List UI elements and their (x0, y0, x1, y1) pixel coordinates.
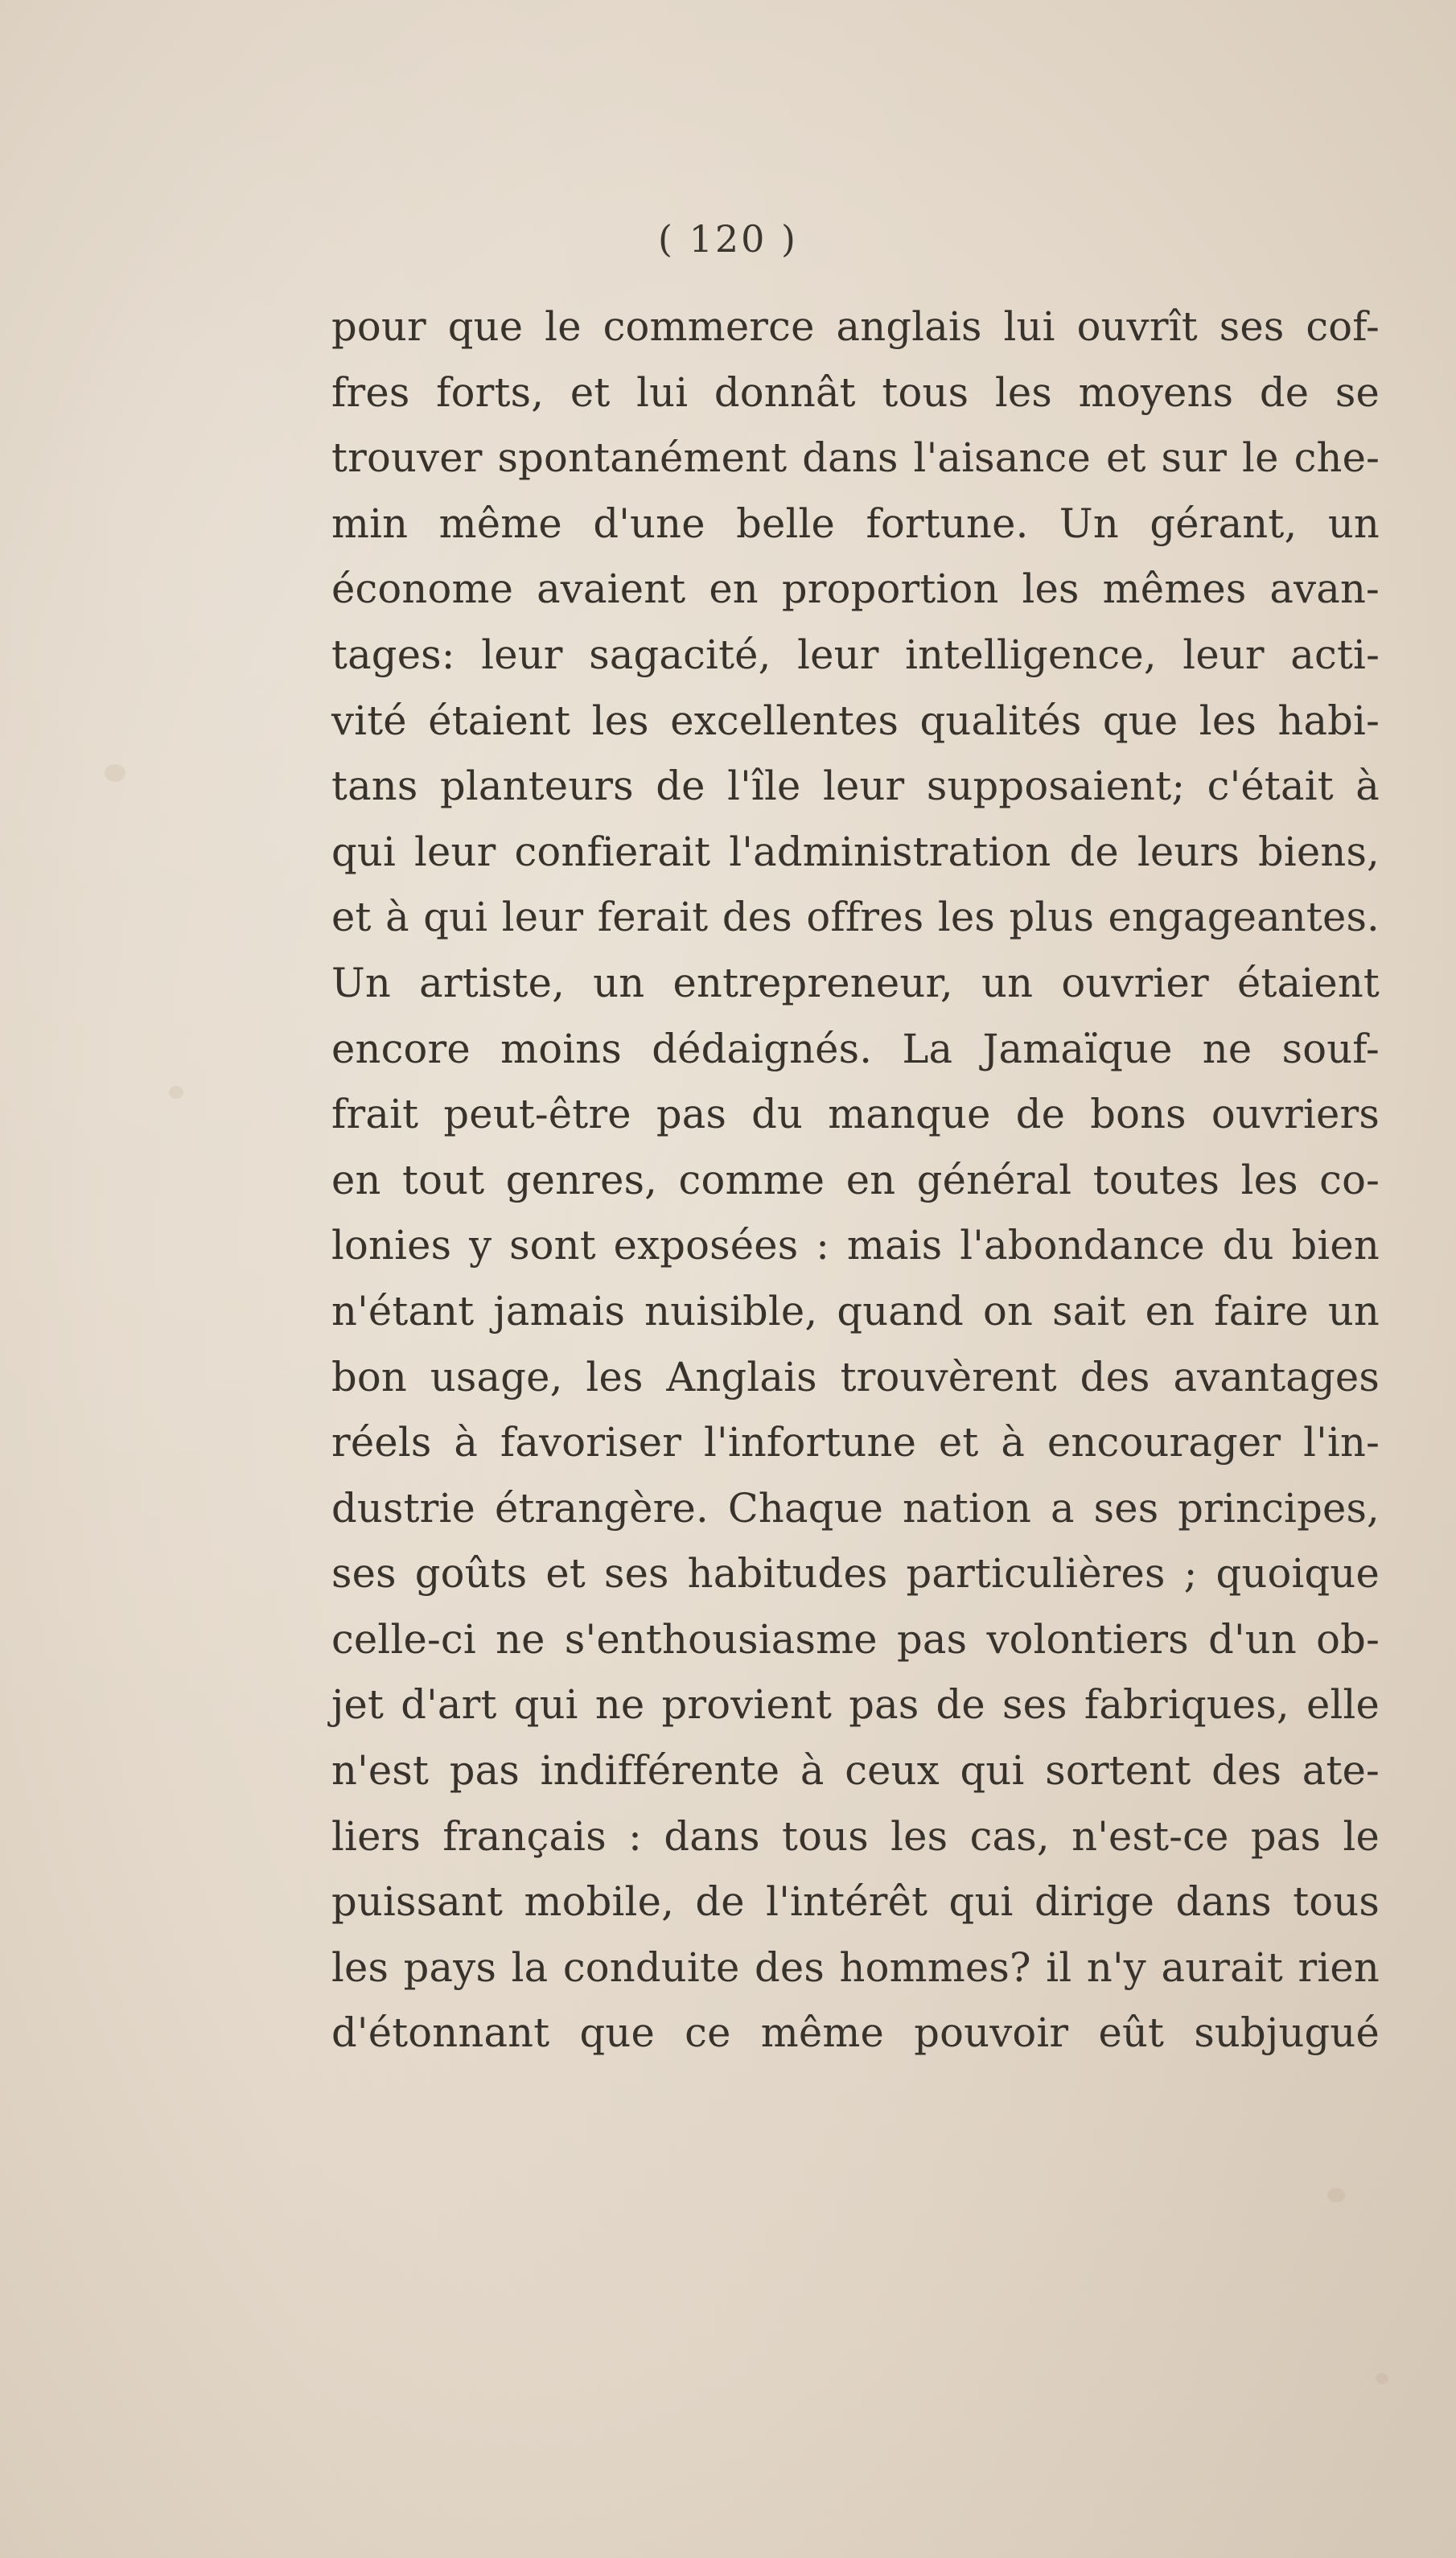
text-line: jet d'art qui ne provient pas de ses fabriques, elle (331, 1681, 1380, 1729)
body-text (331, 294, 1380, 2067)
text-line: pour que le commerce anglais lui ouvrît ses cof- (331, 303, 1380, 350)
text-line: lonies y sont exposées : mais l'abondance du bien (331, 1222, 1380, 1269)
text-line: économe avaient en proportion les mêmes avan- (331, 565, 1380, 613)
text-line: vité étaient les excellentes qualités que les habi- (331, 697, 1380, 744)
text-line: réels à favoriser l'infortune et à encourager l'in- (331, 1419, 1380, 1466)
text-line: n'étant jamais nuisible, quand on sait en faire un (331, 1287, 1380, 1335)
page-number: ( 120 ) (658, 217, 798, 261)
text-line: qui leur confierait l'administration de leurs biens, (331, 828, 1380, 875)
paper-stain (169, 1086, 183, 1099)
text-line: en tout genres, comme en général toutes les co- (331, 1156, 1380, 1203)
paper-stain (105, 764, 125, 782)
text-line: liers français : dans tous les cas, n'est-ce pas le (331, 1812, 1380, 1860)
text-line: et à qui leur ferait des offres les plus engageantes. (331, 894, 1380, 941)
text-line: n'est pas indifférente à ceux qui sortent des ate- (331, 1747, 1380, 1795)
paper-stain (1376, 2373, 1388, 2384)
text-line: puissant mobile, de l'intérêt qui dirige dans tous (331, 1878, 1380, 1926)
text-line: tages: leur sagacité, leur intelligence, leur acti- (331, 631, 1380, 678)
text-line: min même d'une belle fortune. Un gérant, un (331, 500, 1380, 547)
text-line: frait peut-être pas du manque de bons ouvriers (331, 1091, 1380, 1138)
text-line: fres forts, et lui donnât tous les moyens de se (331, 368, 1380, 416)
text-line: dustrie étrangère. Chaque nation a ses principes, (331, 1484, 1380, 1532)
text-line: trouver spontanément dans l'aisance et sur le che- (331, 434, 1380, 482)
text-line: Un artiste, un entrepreneur, un ouvrier étaient (331, 959, 1380, 1006)
text-line: bon usage, les Anglais trouvèrent des avantages (331, 1353, 1380, 1400)
text-line: encore moins dédaignés. La Jamaïque ne souf- (331, 1025, 1380, 1072)
text-line: celle-ci ne s'enthousiasme pas volontiers d'un ob- (331, 1615, 1380, 1663)
text-line: ses goûts et ses habitudes particulières ; quoique (331, 1550, 1380, 1598)
text-line: d'étonnant que ce même pouvoir eût subjugué (331, 2009, 1380, 2057)
text-line: les pays la conduite des hommes? il n'y aurait rien (331, 1943, 1380, 1991)
paper-stain (1327, 2188, 1345, 2202)
text-line: tans planteurs de l'île leur supposaient; c'était à (331, 763, 1380, 810)
